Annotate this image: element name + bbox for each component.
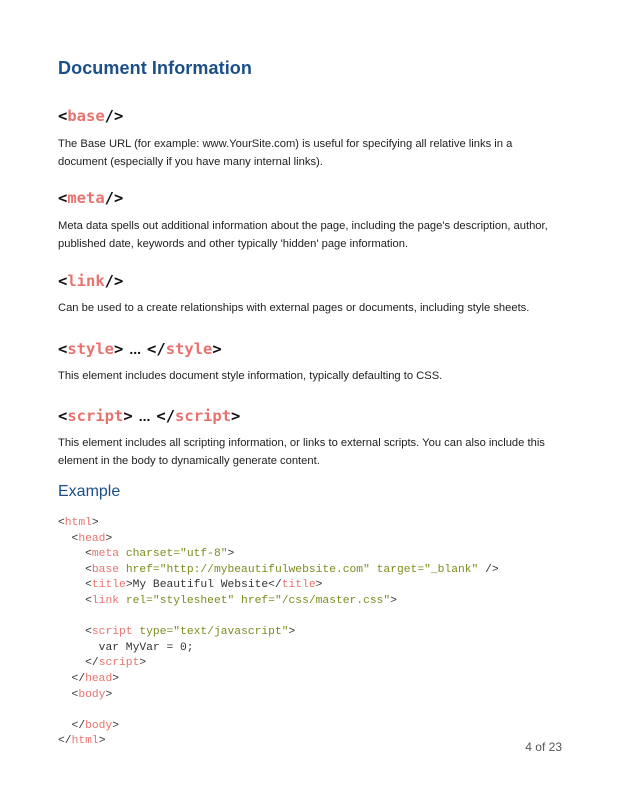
code-text bbox=[119, 595, 126, 607]
code-line bbox=[58, 641, 499, 657]
code-text: </ bbox=[58, 719, 86, 732]
code-text bbox=[119, 548, 126, 560]
code-attribute: type="text/javascript" bbox=[139, 626, 289, 639]
code-text: > bbox=[139, 657, 147, 670]
end-tag-open: </ bbox=[147, 340, 166, 358]
code-tag-name: title bbox=[91, 579, 126, 592]
tag-close: /> bbox=[104, 189, 124, 207]
code-text: /> bbox=[478, 563, 499, 576]
section-description-style: This element includes document style information, typically defaulting to CSS. bbox=[58, 370, 443, 382]
code-text: > bbox=[288, 626, 296, 639]
section-description-base: The Base URL (for example: www.YourSite.com) is useful for specifying all relative links in a document (especially if you have many internal links). bbox=[58, 138, 513, 168]
code-line bbox=[58, 719, 499, 735]
page-title: Document Information bbox=[58, 58, 252, 78]
code-line bbox=[58, 563, 499, 579]
code-tag-name: head bbox=[78, 532, 106, 545]
section-heading-meta bbox=[58, 189, 123, 207]
section-heading-style bbox=[58, 340, 222, 358]
code-tag-name: body bbox=[78, 688, 106, 701]
code-attribute: rel="stylesheet" href="/css/master.css" bbox=[125, 594, 391, 607]
code-line bbox=[58, 734, 499, 750]
tag-open: < bbox=[58, 272, 68, 290]
code-text: < bbox=[58, 548, 92, 561]
code-line bbox=[58, 672, 499, 688]
code-text: >My Beautiful Website</ bbox=[125, 579, 282, 592]
code-text: > bbox=[112, 719, 120, 732]
section-heading-base bbox=[58, 107, 123, 125]
code-text: < bbox=[58, 563, 92, 576]
tag-name: script bbox=[67, 407, 124, 425]
code-text bbox=[58, 704, 65, 716]
code-text: </ bbox=[58, 657, 99, 670]
code-tag-name: title bbox=[281, 579, 316, 592]
code-line bbox=[58, 625, 499, 641]
section-description-meta: Meta data spells out additional information about the page, including the page's description, author, published date, keywords and other typically 'hidden' page information. bbox=[58, 220, 548, 250]
code-tag-name: html bbox=[71, 735, 99, 748]
code-text: > bbox=[227, 548, 235, 561]
code-text: > bbox=[112, 672, 120, 685]
code-text: < bbox=[58, 594, 92, 607]
end-tag-close: > bbox=[231, 407, 241, 425]
end-tag-close: > bbox=[212, 340, 222, 358]
tag-open: < bbox=[58, 340, 68, 358]
section-description-link: Can be used to a create relationships with external pages or documents, including style sheets. bbox=[58, 302, 530, 314]
code-text: </ bbox=[58, 672, 86, 685]
code-text: var MyVar = 0; bbox=[58, 641, 194, 654]
code-tag-name: meta bbox=[91, 548, 120, 561]
example-heading: Example bbox=[58, 483, 121, 500]
code-text: < bbox=[58, 626, 92, 639]
section-heading-script bbox=[58, 407, 240, 425]
code-text: > bbox=[315, 579, 323, 592]
code-text: < bbox=[58, 532, 79, 545]
tag-name: style bbox=[67, 340, 115, 358]
code-line bbox=[58, 656, 499, 672]
code-text bbox=[119, 564, 126, 576]
code-attribute: href="http://mybeautifulwebsite.com" target="_blank" bbox=[125, 563, 479, 576]
code-text: > bbox=[390, 594, 397, 607]
code-line bbox=[58, 688, 499, 704]
code-text: < bbox=[58, 579, 92, 592]
tag-open: < bbox=[58, 189, 68, 207]
code-attribute: charset="utf-8" bbox=[125, 548, 228, 561]
code-line bbox=[58, 532, 499, 548]
code-line bbox=[58, 594, 499, 610]
end-tag-open: </ bbox=[156, 407, 176, 425]
tag-close: > bbox=[114, 340, 124, 358]
code-line bbox=[58, 516, 499, 532]
code-line bbox=[58, 610, 499, 626]
code-tag-name: base bbox=[91, 563, 120, 576]
code-line bbox=[58, 703, 499, 719]
tag-name: base bbox=[67, 107, 105, 125]
page-number: 4 of 23 bbox=[525, 740, 562, 754]
code-line bbox=[58, 547, 499, 563]
code-tag-name: link bbox=[91, 594, 120, 607]
code-text: > bbox=[91, 517, 99, 529]
code-text: < bbox=[58, 517, 65, 529]
code-tag-name: head bbox=[85, 672, 113, 685]
tag-close: /> bbox=[104, 107, 124, 125]
code-text: < bbox=[58, 688, 79, 701]
code-text: > bbox=[105, 688, 113, 701]
section-description-script: This element includes all scripting information, or links to external scripts. You can also include this element in the body to dynamically generate content. bbox=[58, 437, 545, 467]
tag-open: < bbox=[58, 407, 68, 425]
tag-name: meta bbox=[67, 189, 105, 207]
tag-close: /> bbox=[104, 272, 124, 290]
code-tag-name: script bbox=[98, 657, 140, 670]
tag-close: > bbox=[123, 407, 133, 425]
tag-open: < bbox=[58, 107, 68, 125]
code-example bbox=[58, 516, 499, 750]
code-text: > bbox=[98, 735, 106, 748]
code-line bbox=[58, 578, 499, 594]
ellipsis: ... bbox=[138, 408, 151, 424]
code-text: > bbox=[105, 532, 113, 545]
end-tag-name: script bbox=[175, 407, 232, 425]
ellipsis: ... bbox=[129, 341, 142, 357]
code-text bbox=[58, 611, 65, 623]
code-text: </ bbox=[58, 735, 72, 748]
code-tag-name: html bbox=[64, 517, 92, 529]
code-tag-name: body bbox=[85, 719, 113, 732]
end-tag-name: style bbox=[165, 340, 213, 358]
code-tag-name: script bbox=[91, 626, 133, 639]
section-heading-link bbox=[58, 272, 123, 290]
tag-name: link bbox=[67, 272, 105, 290]
